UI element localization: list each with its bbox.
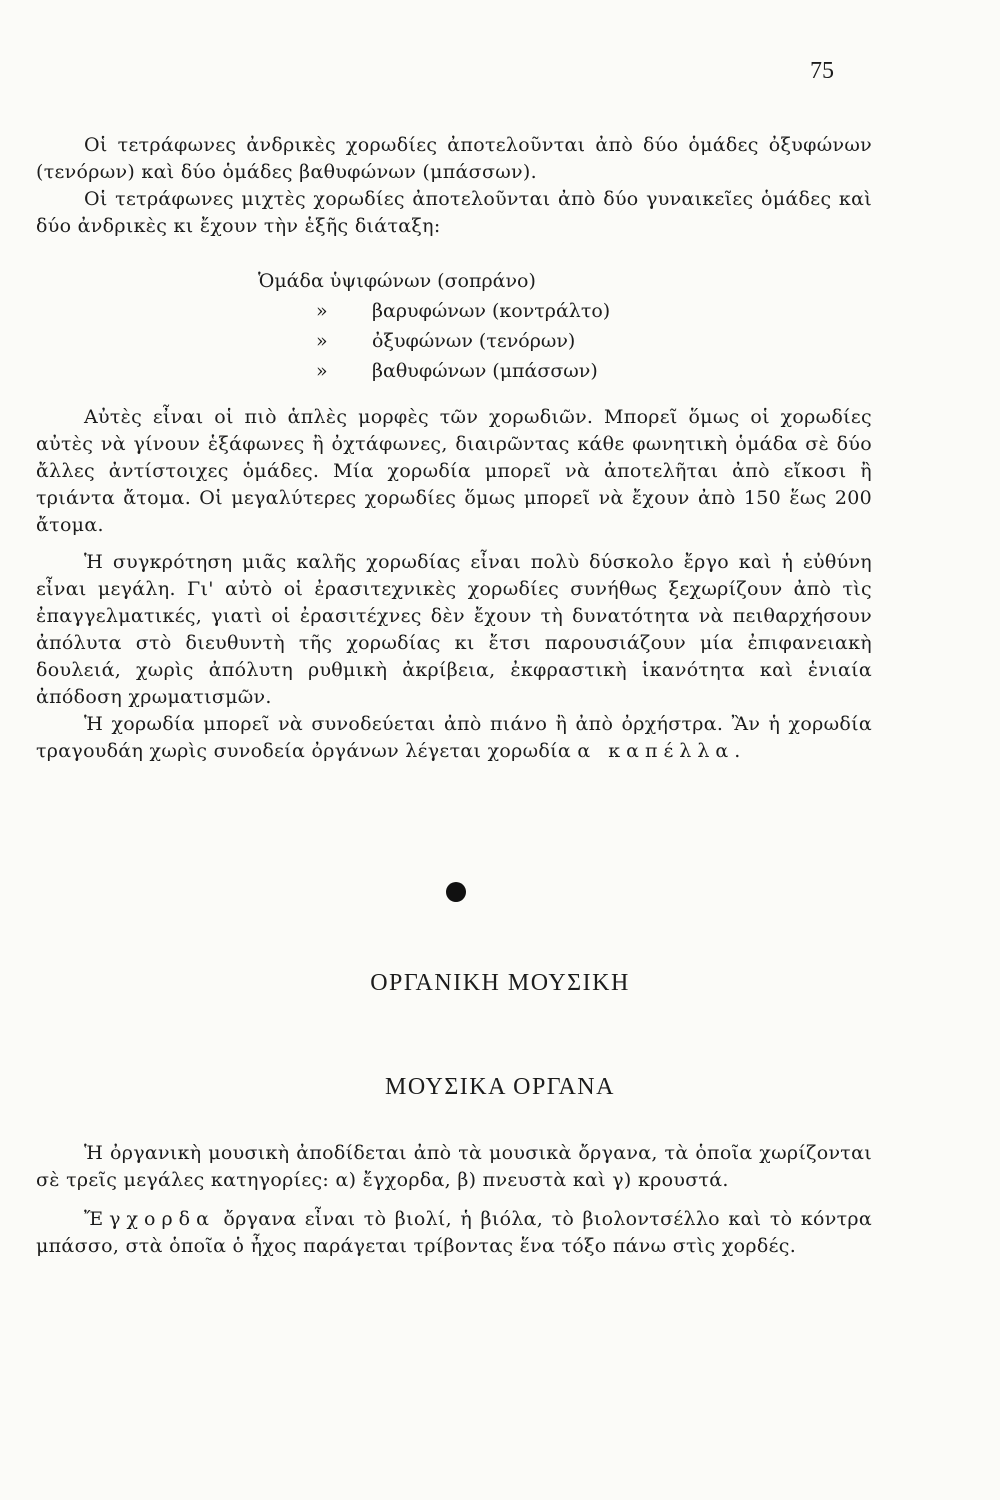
list-item <box>258 328 818 355</box>
string-instruments-term: Ἔγχορδα <box>84 1208 215 1230</box>
list-item-lead: Ὁμάδα <box>258 270 324 292</box>
voice-group-list <box>258 268 818 388</box>
subsection-heading: ΜΟΥΣΙΚΑ ΟΡΓΑΝΑ <box>385 1074 615 1100</box>
paragraph-choir-forms: Αὐτὲς εἶναι οἱ πιὸ ἁπλὲς μορφὲς τῶν χορωδιῶν. Μπορεῖ ὅμως οἱ χορωδίες αὐτὲς νὰ γίνουν ἑξάφωνες ἢ ὀχτάφωνες, διαιρῶντας κάθε φωνητικὴ ὁμάδα σὲ δύο ἄλλες ἀντίστοιχες ὁμάδες. Μία χορωδία μπορεῖ νὰ ἀποτελῆται ἀπὸ εἴκοσι ἢ τριάντα ἄτομα. Οἱ μεγαλύτερες χορωδίες ὅμως μπορεῖ νὰ ἔχουν ἀπὸ 150 ἕως 200 ἄτομα. <box>36 406 872 536</box>
list-item-text: ὀξυφώνων (τενόρων) <box>372 330 576 352</box>
accompaniment-text: Ἡ χορωδία μπορεῖ νὰ συνοδεύεται ἀπὸ πιάνο ἢ ἀπὸ ὀρχήστρα. Ἂν ἡ χορωδία τραγουδάη χωρὶς συνοδεία ὀργάνων λέγεται χορωδία <box>36 713 872 762</box>
instruments-text-block <box>36 1140 872 1260</box>
section-heading: ΟΡΓΑΝΙΚΗ ΜΟΥΣΙΚΗ <box>370 970 630 996</box>
ditto-mark: » <box>316 360 328 382</box>
paragraph-male-choirs: Οἱ τετράφωνες ἀνδρικὲς χορωδίες ἀποτελοῦνται ἀπὸ δύο ὁμάδες ὀξυφώνων (τενόρων) καὶ δύο ὁμάδες βαθυφώνων (μπάσσων). <box>36 134 872 183</box>
list-item-text: βαρυφώνων (κοντράλτο) <box>372 300 611 322</box>
list-item-text: ὑψιφώνων (σοπράνο) <box>329 270 536 292</box>
a-cappella-term: α καπέλλα. <box>577 740 747 762</box>
list-item-text: βαθυφώνων (μπάσσων) <box>372 360 598 382</box>
list-item <box>258 358 818 385</box>
intro-text-block <box>36 132 872 240</box>
paragraph-choir-formation: Ἡ συγκρότηση μιᾶς καλῆς χορωδίας εἶναι πολὺ δύσκολο ἔργο καὶ ἡ εὐθύνη εἶναι μεγάλη. Γι' αὐτὸ οἱ ἐρασιτεχνικὲς χορωδίες συνήθως ξεχωρίζουν ἀπὸ τὶς ἐπαγγελματικές, γιατὶ οἱ ἐρασιτέχνες δὲν ἔχουν τὴ δυνατότητα νὰ πειθαρχήσουν ἀπόλυτα στὸ διευθυντὴ τῆς χορωδίας κι ἔτσι παρουσιάζουν μία ἐπιφανειακὴ δουλειά, χωρὶς ἀπόλυτη ρυθμικὴ ἀκρίβεια, ἐκφραστικὴ ἱκανότητα καὶ ἑνιαία ἀπόδοση χρωματισμῶν. <box>36 551 872 708</box>
page-number: 75 <box>810 58 834 84</box>
paragraph-string-instruments <box>36 1206 872 1260</box>
paragraph-accompaniment <box>36 711 872 765</box>
string-instruments-text: ὄργανα εἶναι τὸ βιολί, ἡ βιόλα, τὸ βιολοντσέλλο καὶ τὸ κόντρα μπάσσο, στὰ ὁποῖα ὁ ἦχος παράγεται τρίβοντας ἕνα τόξο πάνω στὶς χορδές. <box>36 1208 872 1257</box>
middle-text-block <box>36 404 872 765</box>
list-item <box>258 268 818 295</box>
ditto-mark: » <box>316 330 328 352</box>
paragraph-mixed-choirs: Οἱ τετράφωνες μιχτὲς χορωδίες ἀποτελοῦνται ἀπὸ δύο γυναικεῖες ὁμάδες καὶ δύο ἀνδρικὲς κι ἔχουν τὴν ἑξῆς διάταξη: <box>36 188 872 237</box>
paragraph-instrument-categories: Ἡ ὀργανικὴ μουσικὴ ἀποδίδεται ἀπὸ τὰ μουσικὰ ὄργανα, τὰ ὁποῖα χωρίζονται σὲ τρεῖς μεγάλες κατηγορίες: α) ἔγχορδα, β) πνευστὰ καὶ γ) κρουστά. <box>36 1142 872 1191</box>
list-item <box>258 298 818 325</box>
section-bullet-icon <box>446 882 466 902</box>
ditto-mark: » <box>316 300 328 322</box>
